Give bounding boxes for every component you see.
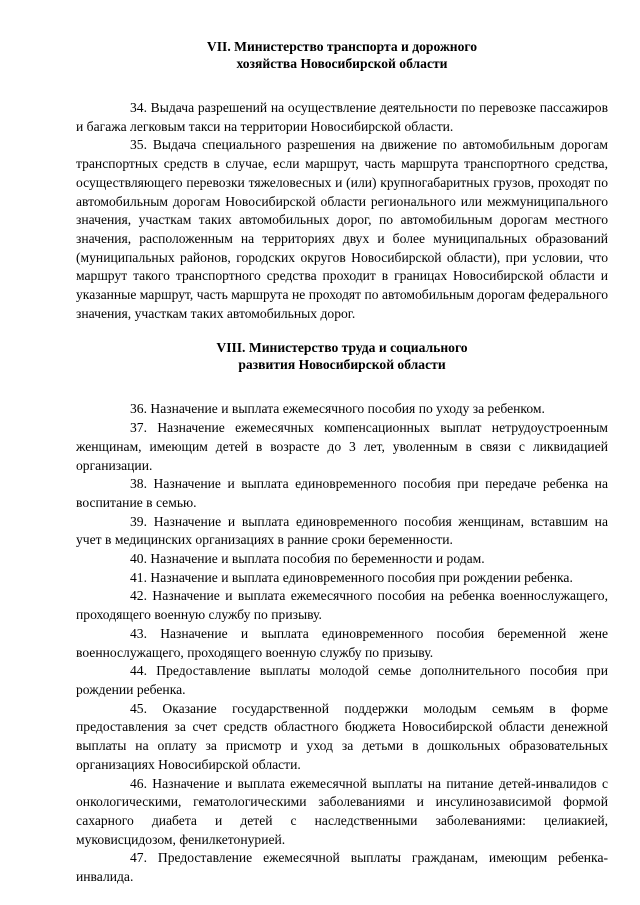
list-item: 44. Предоставление выплаты молодой семье дополнительного пособия при рождении ребенка. <box>76 663 608 697</box>
list-item: 46. Назначение и выплата ежемесячной выплаты на питание детей-инвалидов с онкологическими, гематологическими заболеваниями и инсулинозависимой формой сахарного диабета и детей с наследственными заболеваниями: целиакией, муковисцидозом, фенилкетонурией. <box>76 775 608 847</box>
list-item: 35. Выдача специального разрешения на движение по автомобильным дорогам транспортных средств в случае, если маршрут, часть маршрута транспортного средства, осуществляющего перевозки тяжеловесных и (или) крупногабаритных грузов, проходят по автомобильным дорогам Новосибирской области регионального или межмуниципального значения, участкам таких автомобильных дорог, по автомобильным дорогам местного значения, расположенным на территориях двух и более муниципальных образований (муниципальных районов, городских округов Новосибирской области), при условии, что маршрут такого транспортного средства проходит в границах Новосибирской области и указанные маршрут, часть маршрута не проходят по автомобильным дорогам федерального значения, участкам таких автомобильных дорог. <box>76 137 608 321</box>
list-item: 36. Назначение и выплата ежемесячного пособия по уходу за ребенком. <box>130 401 545 417</box>
section-title-vii <box>76 38 608 72</box>
list-item: 45. Оказание государственной поддержки молодым семьям в форме предоставления за счет средств областного бюджета Новосибирской области денежной выплаты на оплату за присмотр и уход за детьми в дошкольных образовательных организациях Новосибирской области. <box>76 700 608 772</box>
list-item: 38. Назначение и выплата единовременного пособия при передаче ребенка на воспитание в семью. <box>76 476 608 510</box>
section-title-line: VIII. Министерство труда и социального <box>216 340 468 356</box>
list-item: 39. Назначение и выплата единовременного пособия женщинам, вставшим на учет в медицинских организациях в ранние сроки беременности. <box>76 513 608 548</box>
list-item: 42. Назначение и выплата ежемесячного пособия на ребенка военнослужащего, проходящего военную службу по призыву. <box>76 588 608 623</box>
list-item: 34. Выдача разрешений на осуществление деятельности по перевозке пассажиров и багажа легковым такси на территории Новосибирской области. <box>76 100 608 134</box>
section-title-line: развития Новосибирской области <box>238 357 446 373</box>
section-title-line: хозяйства Новосибирской области <box>236 56 448 71</box>
section-title-line: VII. Министерство транспорта и дорожного <box>206 39 478 54</box>
list-item: 41. Назначение и выплата единовременного пособия при рождении ребенка. <box>130 569 573 585</box>
list-item: 37. Назначение ежемесячных компенсационных выплат нетрудоустроенным женщинам, имеющим детей в возрасте до 3 лет, уволенным в связи с ликвидацией организации. <box>76 420 608 473</box>
list-item: 40. Назначение и выплата пособия по беременности и родам. <box>130 551 485 567</box>
list-item: 47. Предоставление ежемесячной выплаты гражданам, имеющим ребенка-инвалида. <box>76 850 608 885</box>
section-title-viii <box>76 339 608 373</box>
document-page <box>76 38 608 887</box>
list-item: 43. Назначение и выплата единовременного пособия беременной жене военнослужащего, проходящего военную службу по призыву. <box>76 625 608 660</box>
